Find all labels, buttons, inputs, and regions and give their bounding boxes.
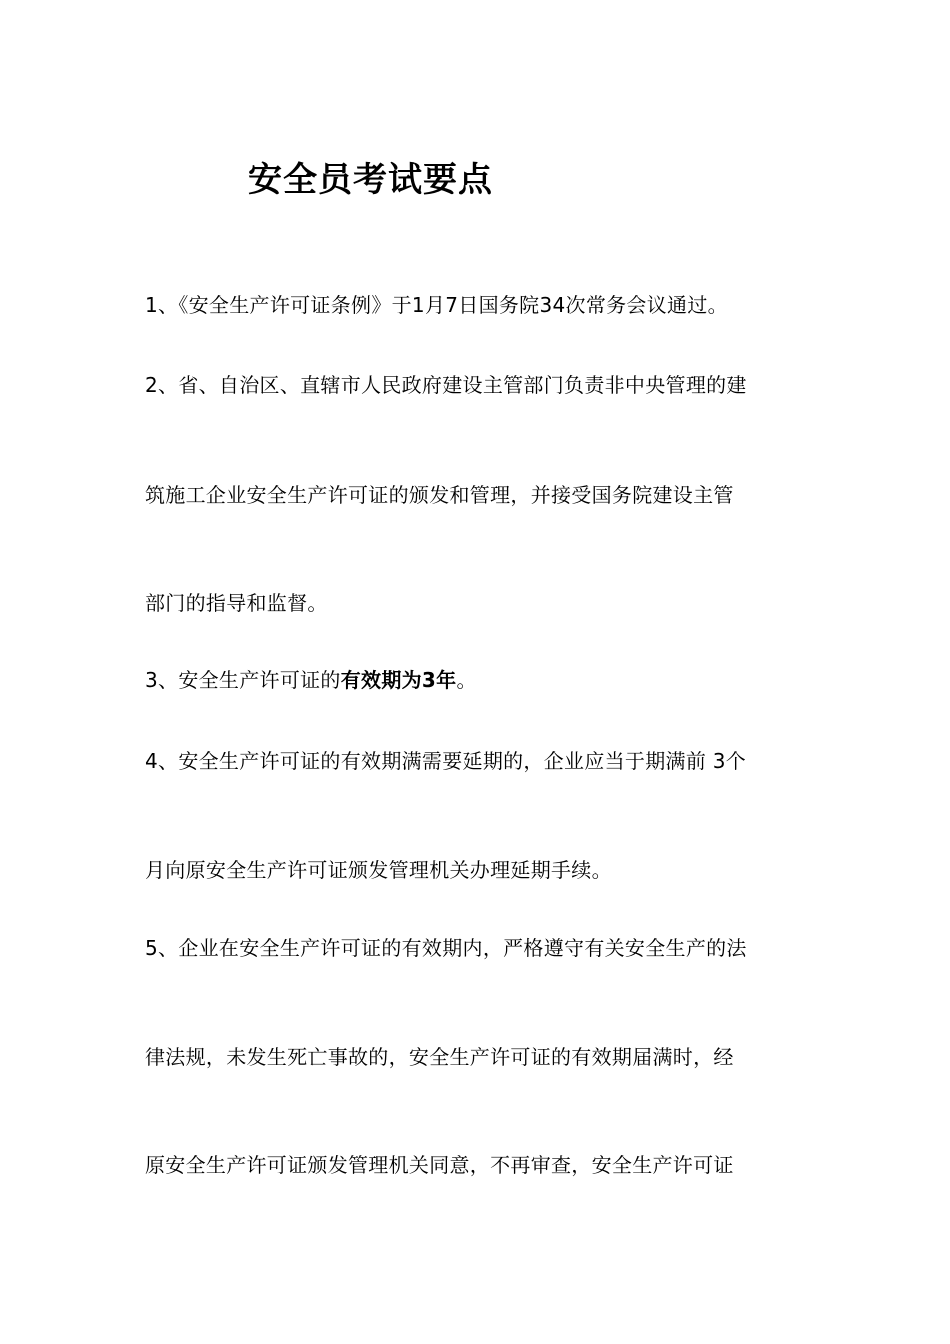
text-line: 1、《安全生产许可证条例》于1月7日国务院34次常务会议通过。 [145, 293, 728, 317]
text-line [145, 665, 477, 695]
text-line: 筑施工企业安全生产许可证的颁发和管理，并接受国务院建设主管 [145, 483, 734, 507]
document-title: 安全员考试要点 [248, 160, 493, 200]
text-line: 4、安全生产许可证的有效期满需要延期的，企业应当于期满前 3个 [145, 749, 747, 773]
text-line: 5、企业在安全生产许可证的有效期内，严格遵守有关安全生产的法 [145, 936, 747, 960]
text-line: 原安全生产许可证颁发管理机关同意，不再审查，安全生产许可证 [145, 1153, 734, 1177]
text-line: 律法规，未发生死亡事故的，安全生产许可证的有效期届满时，经 [145, 1045, 734, 1069]
text-segment: 3、安全生产许可证的 [145, 668, 341, 692]
text-line: 2、省、自治区、直辖市人民政府建设主管部门负责非中央管理的建 [145, 373, 747, 397]
text-line: 月向原安全生产许可证颁发管理机关办理延期手续。 [145, 858, 612, 882]
text-line: 部门的指导和监督。 [145, 591, 328, 615]
text-segment: 。 [456, 668, 477, 692]
bold-highlight: 有效期为3年 [340, 668, 457, 692]
